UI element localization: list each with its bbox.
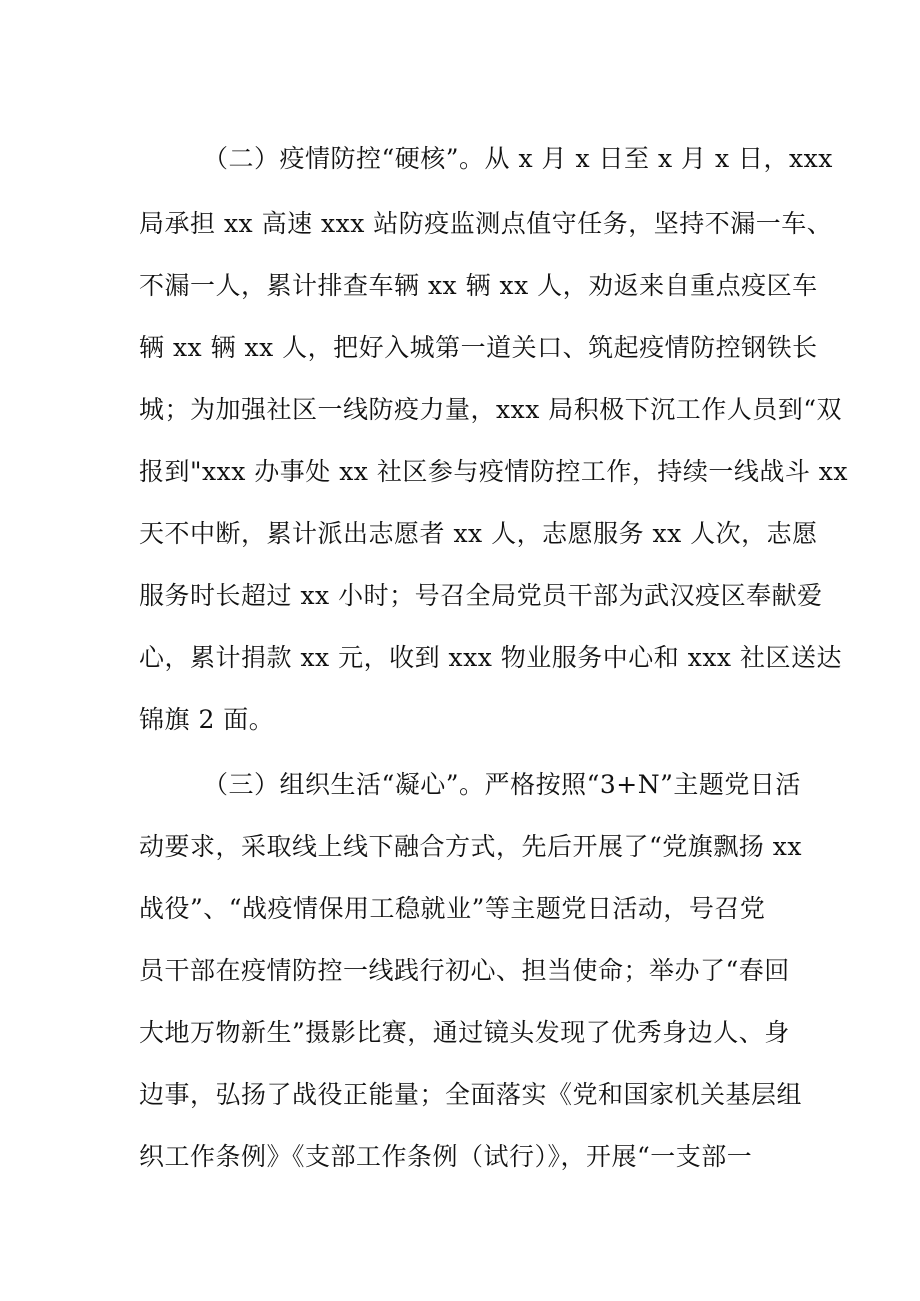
- text-line: （二）疫情防控“硬核”。从 x 月 x 日至 x 月 x 日，xxx: [203, 144, 833, 173]
- text-line: 边事，弘扬了战役正能量；全面落实《党和国家机关基层组: [139, 1080, 803, 1109]
- text-line: 织工作条例》《支部工作条例（试行）》，开展“一支部一: [139, 1142, 753, 1171]
- text-line: 天不中断，累计派出志愿者 xx 人，志愿服务 xx 人次，志愿: [139, 519, 818, 548]
- text-line: 大地万物新生”摄影比赛，通过镜头发现了优秀身边人、身: [139, 1018, 790, 1047]
- text-line: 服务时长超过 xx 小时；号召全局党员干部为武汉疫区奉献爱: [139, 581, 823, 610]
- text-line: 员干部在疫情防控一线践行初心、担当使命；举办了“春回: [139, 956, 790, 985]
- text-line: 动要求，采取线上线下融合方式，先后开展了“党旗飘扬 xx: [139, 832, 802, 861]
- text-line: 心，累计捐款 xx 元，收到 xxx 物业服务中心和 xxx 社区送达: [139, 643, 842, 672]
- text-line: （三）组织生活“凝心”。严格按照“3+N”主题党日活: [203, 770, 801, 799]
- text-line: 战役”、“战疫情保用工稳就业”等主题党日活动，号召党: [139, 894, 766, 923]
- text-line: 城；为加强社区一线防疫力量，xxx 局积极下沉工作人员到“双: [139, 395, 843, 424]
- text-line: 辆 xx 辆 xx 人，把好入城第一道关口、筑起疫情防控钢铁长: [139, 333, 818, 362]
- text-line: 不漏一人，累计排查车辆 xx 辆 xx 人，劝返来自重点疫区车: [139, 271, 818, 300]
- text-line: 锦旗 2 面。: [139, 705, 275, 734]
- text-line: 报到"xxx 办事处 xx 社区参与疫情防控工作，持续一线战斗 xx: [139, 457, 848, 486]
- text-line: 局承担 xx 高速 xxx 站防疫监测点值守任务，坚持不漏一车、: [139, 209, 833, 238]
